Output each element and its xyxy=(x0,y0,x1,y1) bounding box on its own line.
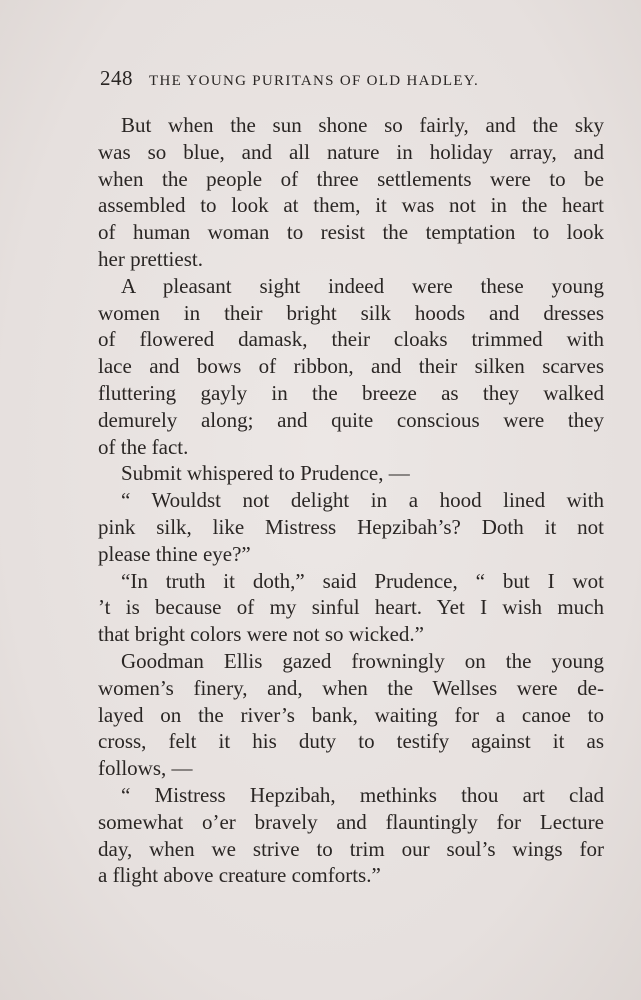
text-line: ’t is because of my sinful heart. Yet I wish much xyxy=(98,595,604,620)
text-line: “ Mistress Hepzibah, methinks thou art clad xyxy=(121,782,604,807)
text-line: “In truth it doth,” said Prudence, “ but I wot xyxy=(121,568,604,593)
text-line: that bright colors were not so wicked.” xyxy=(98,622,424,647)
text-line: women in their bright silk hoods and dresses xyxy=(98,300,604,325)
text-line: somewhat o’er bravely and flauntingly for Lecture xyxy=(98,809,604,834)
text-line: follows, — xyxy=(98,756,193,781)
text-line: please thine eye?” xyxy=(98,541,251,566)
text-line: day, when we strive to trim our soul’s wings for xyxy=(98,836,604,861)
text-line: But when the sun shone so fairly, and the sky xyxy=(121,113,604,137)
text-line: of flowered damask, their cloaks trimmed with xyxy=(98,327,604,352)
text-line: cross, felt it his duty to testify against it as xyxy=(98,729,604,754)
text-line: A pleasant sight indeed were these young xyxy=(121,273,604,298)
text-line: of the fact. xyxy=(98,434,189,459)
text-line: layed on the river’s bank, waiting for a canoe to xyxy=(98,702,604,727)
text-line: women’s finery, and, when the Wellses were de- xyxy=(98,675,604,700)
page-header xyxy=(100,66,541,91)
running-title: THE YOUNG PURITANS OF OLD HADLEY. xyxy=(149,73,480,89)
text-line: a flight above creature comforts.” xyxy=(98,863,381,888)
body-text xyxy=(98,112,604,889)
text-line: fluttering gayly in the breeze as they walked xyxy=(98,380,604,405)
text-line: was so blue, and all nature in holiday array, and xyxy=(98,139,604,164)
page-number: 248 xyxy=(100,66,133,90)
text-line: assembled to look at them, it was not in the heart xyxy=(98,193,604,218)
text-line: demurely along; and quite conscious were they xyxy=(98,407,604,432)
text-line: Goodman Ellis gazed frowningly on the young xyxy=(121,648,604,673)
text-line: Submit whispered to Prudence, — xyxy=(121,461,410,486)
text-line: “ Wouldst not delight in a hood lined with xyxy=(121,488,604,513)
text-line: when the people of three settlements were to be xyxy=(98,166,604,191)
text-line: pink silk, like Mistress Hepzibah’s? Doth it not xyxy=(98,514,604,539)
text-line: of human woman to resist the temptation to look xyxy=(98,220,604,245)
text-line: her prettiest. xyxy=(98,246,203,271)
text-line: lace and bows of ribbon, and their silken scarves xyxy=(98,354,604,379)
